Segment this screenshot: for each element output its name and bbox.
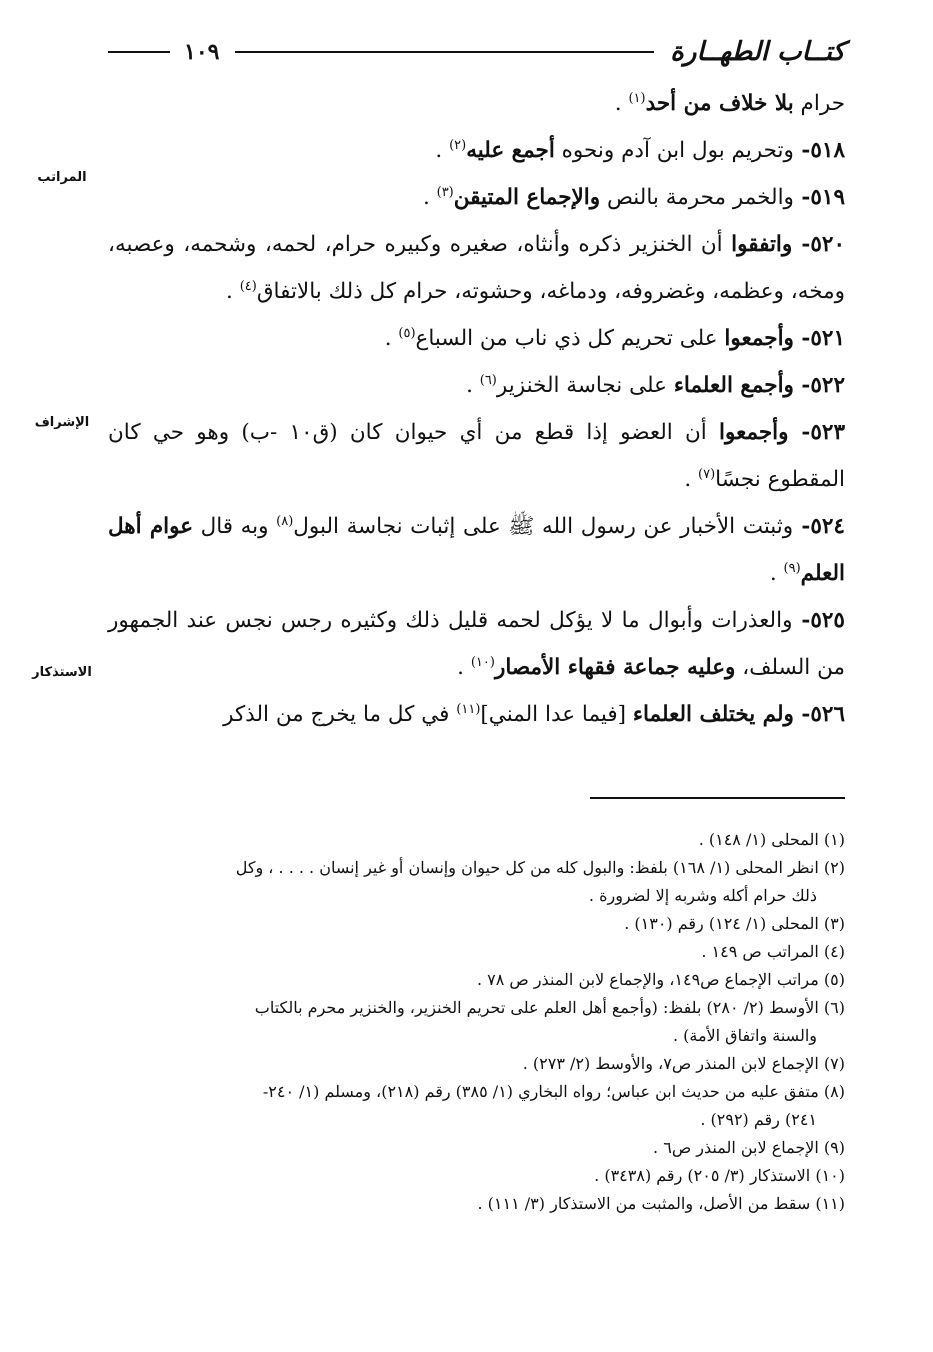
footnote-ref[interactable]: (٣) <box>436 184 454 200</box>
footnote-10: (١٠) الاستذكار (٣/ ٢٠٥) رقم (٣٤٣٨) . <box>594 1166 845 1185</box>
paragraph-intro: حرام بلا خلاف من أحد$^{(١)}$ . <box>614 90 845 116</box>
entry-number: ٥٢٠- <box>792 232 845 257</box>
footnote-1: (١) المحلى (١/ ١٤٨) . <box>698 830 845 849</box>
margin-source-maratib: المراتب <box>37 170 87 185</box>
footnote-ref[interactable]: (٥) <box>398 325 416 341</box>
entry-521: ٥٢١- وأجمعوا على تحريم كل ذي ناب من السباع$^{(٥)}$ . <box>384 325 845 351</box>
footnote-ref[interactable]: (٨) <box>276 513 294 529</box>
entry-number: ٥٢١- <box>793 326 845 351</box>
header-rule <box>235 51 654 53</box>
footnote-4: (٤) المراتب ص ١٤٩ . <box>701 942 845 961</box>
entry-number: ٥١٩- <box>793 185 845 210</box>
footnote-ref[interactable]: (٤) <box>239 278 257 294</box>
footnote-11: (١١) سقط من الأصل، والمثبت من الاستذكار (٣/ ١١١) . <box>477 1194 845 1213</box>
entry-525: ٥٢٥- والعذرات وأبوال ما لا يؤكل لحمه قليل ذلك وكثيره رجس نجس عند الجمهور من السلف، وعليه جماعة فقهاء الأمصار$^{(١٠)}$ . <box>108 608 845 680</box>
entry-number: ٥٢٤- <box>793 514 845 539</box>
footnote-8: (٨) متفق عليه من حديث ابن عباس؛ رواه البخاري (١/ ٣٨٥) رقم (٢١٨)، ومسلم (١/ ٢٤٠- ٢٤١) رقم (٢٩٢) . <box>262 1082 845 1129</box>
footnote-ref[interactable]: (٦) <box>479 372 497 388</box>
entry-523: ٥٢٣- وأجمعوا أن العضو إذا قطع من أي حيوان كان (ق١٠ -ب) وهو حي كان المقطوع نجسًا$^{(٧)}$ . <box>108 420 845 492</box>
entry-519: ٥١٩- والخمر محرمة بالنص والإجماع المتيقن$^{(٣)}$ . <box>422 184 845 210</box>
footnote-2: (٢) انظر المحلى (١/ ١٦٨) بلفظ: والبول كله من كل حيوان وإنسان أو غير إنسان . . . . ، وكل ذلك حرام أكله وشربه إلا لضرورة . <box>235 858 845 905</box>
footnote-6: (٦) الأوسط (٢/ ٢٨٠) بلفظ: (وأجمع أهل العلم على تحريم الخنزير، والخنزير محرم بالكتاب والسنة واتفاق الأمة) . <box>254 998 845 1045</box>
entry-522: ٥٢٢- وأجمع العلماء على نجاسة الخنزير$^{(٦)}$ . <box>466 372 845 398</box>
footnote-ref[interactable]: (١٠) <box>470 654 495 670</box>
footnotes <box>108 826 845 1218</box>
main-text <box>108 80 845 738</box>
entry-number: ٥٢٥- <box>792 608 845 633</box>
book-title: كتــاب الطهــارة <box>670 37 845 67</box>
entry-number: ٥٢٣- <box>788 420 845 445</box>
entry-526: ٥٢٦- ولم يختلف العلماء [فيما عدا المني]$^{(١١)}$ في كل ما يخرج من الذكر <box>223 701 845 727</box>
footnote-9: (٩) الإجماع لابن المنذر ص٦ . <box>653 1138 845 1157</box>
footnote-ref[interactable]: (٩) <box>783 560 801 576</box>
footnote-7: (٧) الإجماع لابن المنذر ص٧، والأوسط (٢/ ٢٧٣) . <box>522 1054 845 1073</box>
page-number: ١٠٩ <box>184 39 220 65</box>
margin-source-istidhkar: الاستذكار <box>32 665 92 680</box>
margin-source-ishraf: الإشراف <box>34 415 90 430</box>
header-rule-end <box>108 51 170 53</box>
footnote-ref[interactable]: (٢) <box>449 137 467 153</box>
entry-524: ٥٢٤- وثبتت الأخبار عن رسول الله ﷺ على إثبات نجاسة البول$^{(٨)}$ وبه قال عوام أهل العلم$^{(٩)}$ . <box>108 513 845 586</box>
entry-518: ٥١٨- وتحريم بول ابن آدم ونحوه أجمع عليه$^{(٢)}$ . <box>435 137 845 163</box>
entry-520: ٥٢٠- واتفقوا أن الخنزير ذكره وأنثاه، صغيره وكبيره حرام، لحمه، وشحمه، وعصبه، ومخه، وعظمه، وغضروفه، ودماغه، وحشوته، حرام كل ذلك بالاتفاق$^{(٤)}$ . <box>108 232 845 304</box>
footnote-ref[interactable]: (١١) <box>456 701 481 717</box>
running-header <box>108 32 845 72</box>
footnote-ref[interactable]: (٧) <box>698 466 716 482</box>
footnote-3: (٣) المحلى (١/ ١٢٤) رقم (١٣٠) . <box>624 914 845 933</box>
footnote-5: (٥) مراتب الإجماع ص١٤٩، والإجماع لابن المنذر ص ٧٨ . <box>476 970 845 989</box>
footnote-ref[interactable]: (١) <box>628 90 646 106</box>
entry-number: ٥٢٢- <box>793 373 845 398</box>
entry-number: ٥١٨- <box>793 138 845 163</box>
footnote-separator <box>590 797 845 799</box>
entry-number: ٥٢٦- <box>793 702 845 727</box>
